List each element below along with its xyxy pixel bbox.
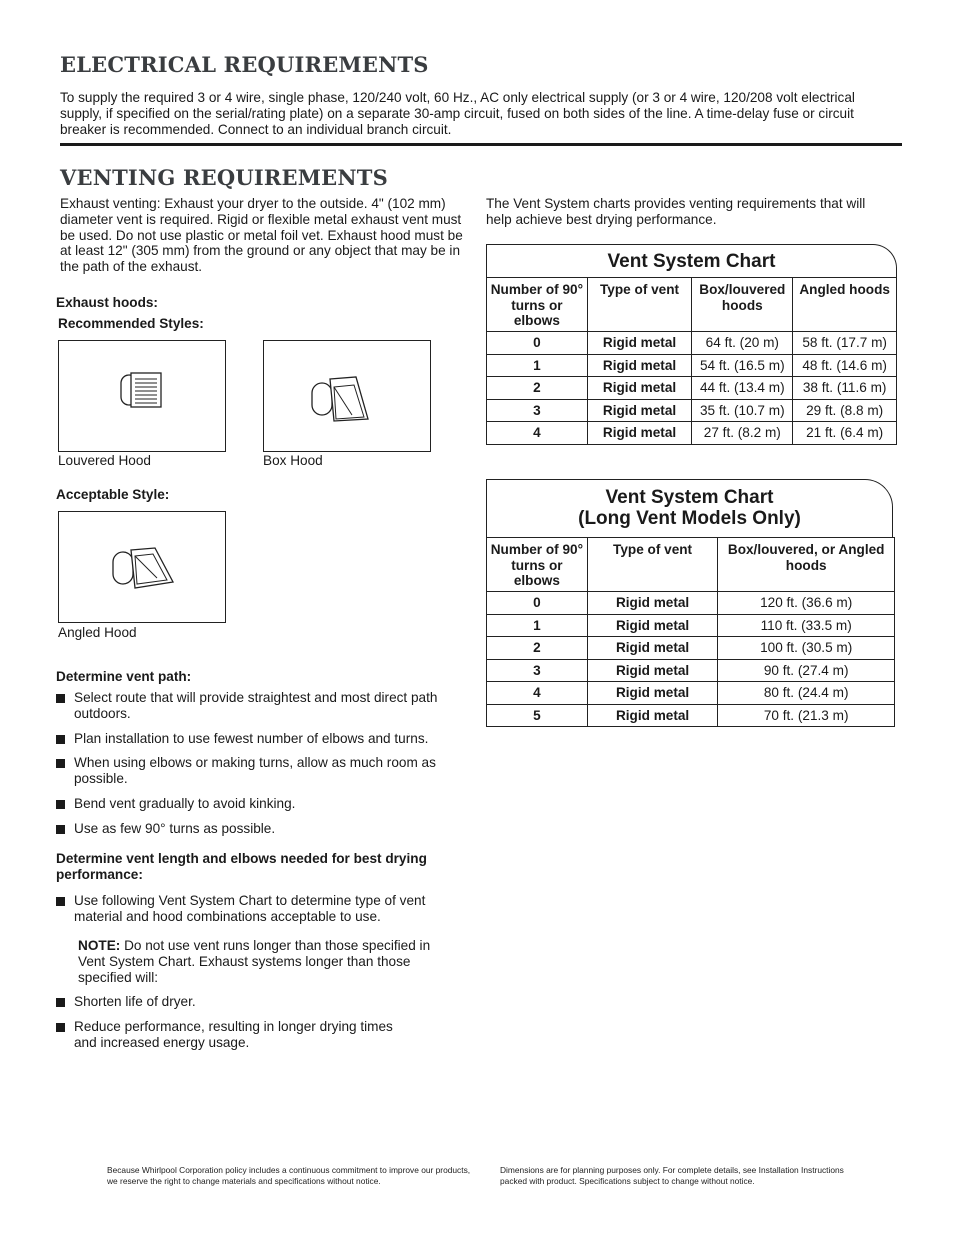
list-item: Select route that will provide straightest and most direct path outdoors. (56, 690, 456, 722)
louvered-hood-caption: Louvered Hood (58, 453, 151, 468)
vent-chart-title: Vent System Chart (486, 244, 897, 278)
table-cell: 4 (487, 422, 588, 445)
vent-length-list-2 (56, 994, 426, 1059)
venting-intro: Exhaust venting: Exhaust your dryer to the outside. 4" (102 mm) diameter vent is required. Rigid or flexible metal exhaust vent must be used. Do not use plastic or metal foil vet. Exhaust hood must be at least 12" (305 mm) from the ground or any object that may be in the path of the exhaust. (60, 196, 463, 275)
vent-path-list (56, 690, 456, 846)
table-cell: 90 ft. (27.4 m) (718, 659, 895, 682)
note (78, 938, 443, 985)
acceptable-style-label: Acceptable Style: (56, 487, 170, 502)
electrical-text: To supply the required 3 or 4 wire, single phase, 120/240 volt, 60 Hz., AC only electrical supply (or 3 or 4 wire, 120/208 volt electrical supply, if specified on the serial/rating plate) on a separate 30-amp circuit, fused on both sides of the line. A time-delay fuse or circuit breaker is recommended. Connect to an individual branch circuit. (60, 90, 855, 137)
table-cell: 0 (487, 332, 588, 355)
vent-system-chart (486, 277, 897, 445)
table-cell: 120 ft. (36.6 m) (718, 592, 895, 615)
table-row (487, 377, 897, 400)
table-cell: Rigid metal (587, 332, 692, 355)
table-cell: 27 ft. (8.2 m) (692, 422, 793, 445)
angled-hood-caption: Angled Hood (58, 625, 137, 640)
table-cell: Rigid metal (587, 377, 692, 400)
louvered-hood-image (58, 340, 226, 452)
list-item: Reduce performance, resulting in longer drying times and increased energy usage. (56, 1019, 414, 1051)
box-hood-caption: Box Hood (263, 453, 323, 468)
angled-hood-image (58, 511, 226, 623)
table-header: Box/louvered, or Angled hoods (718, 538, 895, 592)
table-cell: 58 ft. (17.7 m) (793, 332, 897, 355)
charts-intro: The Vent System charts provides venting requirements that will help achieve best drying performance. (486, 196, 866, 227)
table-cell: 3 (487, 399, 588, 422)
table-cell: Rigid metal (587, 614, 718, 637)
table-header: Angled hoods (793, 278, 897, 332)
table-row (487, 682, 895, 705)
recommended-styles-label: Recommended Styles: (58, 316, 204, 331)
list-item: Plan installation to use fewest number of elbows and turns. (56, 731, 456, 747)
table-row (487, 422, 897, 445)
list-item: Bend vent gradually to avoid kinking. (56, 796, 456, 812)
table-cell: Rigid metal (587, 399, 692, 422)
table-cell: Rigid metal (587, 659, 718, 682)
table-row (487, 704, 895, 727)
table-cell: Rigid metal (587, 592, 718, 615)
table-cell: 29 ft. (8.8 m) (793, 399, 897, 422)
table-header: Type of vent (587, 278, 692, 332)
table-row (487, 659, 895, 682)
table-cell: 70 ft. (21.3 m) (718, 704, 895, 727)
table-cell: Rigid metal (587, 682, 718, 705)
vent-length-heading: Determine vent length and elbows needed for best drying performance: (56, 851, 427, 882)
table-cell: 5 (487, 704, 588, 727)
table-cell: 2 (487, 637, 588, 660)
table-cell: Rigid metal (587, 704, 718, 727)
exhaust-hoods-label: Exhaust hoods: (56, 295, 158, 310)
note-text: Do not use vent runs longer than those specified in Vent System Chart. Exhaust systems longer than those specified will: (78, 938, 431, 985)
box-hood-icon (264, 341, 430, 451)
table-cell: 35 ft. (10.7 m) (692, 399, 793, 422)
footer-right: Dimensions are for planning purposes only. For complete details, see Installation Instructions packed with product. Specifications subject to change without notice. (500, 1165, 844, 1186)
table-cell: 4 (487, 682, 588, 705)
table-cell: Rigid metal (587, 422, 692, 445)
table-header: Type of vent (587, 538, 718, 592)
table-cell: 21 ft. (6.4 m) (793, 422, 897, 445)
table-row (487, 637, 895, 660)
table-cell: 1 (487, 354, 588, 377)
table-cell: 0 (487, 592, 588, 615)
table-header: Number of 90° turns or elbows (487, 538, 588, 592)
louvered-hood-icon (59, 341, 225, 451)
table-cell: 3 (487, 659, 588, 682)
table-row (487, 399, 897, 422)
table-cell: 100 ft. (30.5 m) (718, 637, 895, 660)
table-row (487, 592, 895, 615)
table-cell: 110 ft. (33.5 m) (718, 614, 895, 637)
table-cell: 44 ft. (13.4 m) (692, 377, 793, 400)
list-item: Use as few 90° turns as possible. (56, 821, 456, 837)
long-vent-chart-title-line1: Vent System Chart (605, 487, 774, 508)
table-cell: 80 ft. (24.4 m) (718, 682, 895, 705)
footer-left: Because Whirlpool Corporation policy includes a continuous commitment to improve our products, we reserve the right to change materials and specifications without notice. (107, 1165, 471, 1186)
table-row (487, 354, 897, 377)
long-vent-chart-title (486, 479, 893, 537)
long-vent-system-chart (486, 537, 895, 727)
list-item: When using elbows or making turns, allow as much room as possible. (56, 755, 444, 787)
electrical-heading: ELECTRICAL REQUIREMENTS (60, 52, 429, 77)
venting-heading: VENTING REQUIREMENTS (60, 165, 388, 190)
list-item: Shorten life of dryer. (56, 994, 426, 1010)
table-header: Number of 90° turns or elbows (487, 278, 588, 332)
table-cell: 48 ft. (14.6 m) (793, 354, 897, 377)
table-cell: 54 ft. (16.5 m) (692, 354, 793, 377)
long-vent-chart-title-line2: (Long Vent Models Only) (578, 508, 801, 529)
table-cell: 2 (487, 377, 588, 400)
section-divider (60, 143, 902, 146)
table-header: Box/louvered hoods (692, 278, 793, 332)
vent-path-heading: Determine vent path: (56, 669, 192, 684)
table-row (487, 614, 895, 637)
list-item: Use following Vent System Chart to determine type of vent material and hood combinations acceptable to use. (56, 893, 446, 925)
box-hood-image (263, 340, 431, 452)
vent-length-list (56, 893, 446, 938)
table-cell: Rigid metal (587, 637, 718, 660)
table-cell: 1 (487, 614, 588, 637)
angled-hood-icon (59, 512, 225, 622)
table-cell: Rigid metal (587, 354, 692, 377)
table-cell: 64 ft. (20 m) (692, 332, 793, 355)
table-cell: 38 ft. (11.6 m) (793, 377, 897, 400)
note-label: NOTE: (78, 938, 121, 953)
table-row (487, 332, 897, 355)
